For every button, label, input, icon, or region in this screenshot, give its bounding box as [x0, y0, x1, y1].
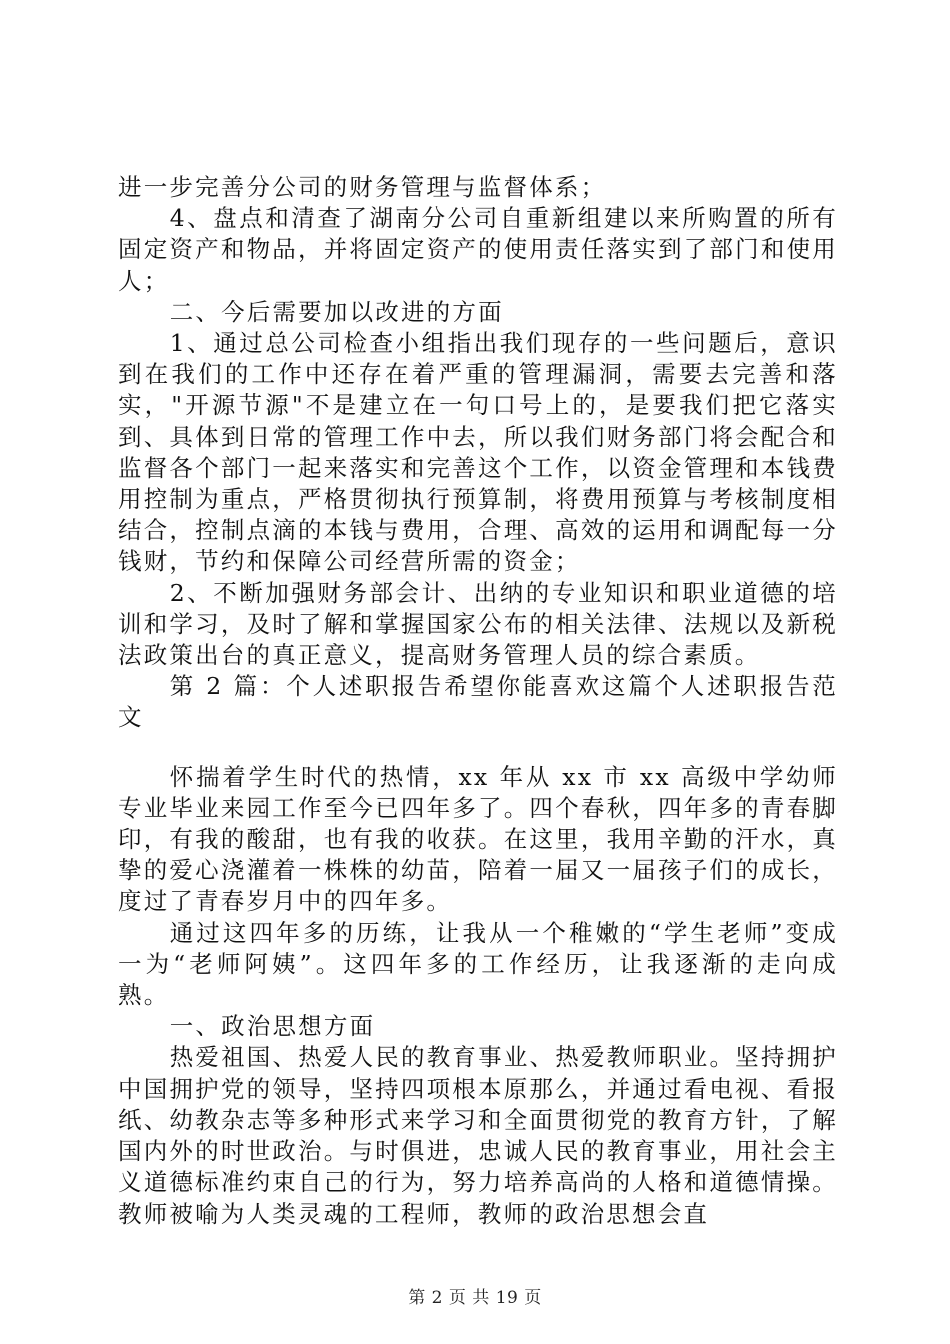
- paragraph: 4、盘点和清查了湖南分公司自重新组建以来所购置的所有固定资产和物品，并将固定资产的使用责任落实到了部门和使用人；: [118, 204, 838, 295]
- paragraph: 怀揣着学生时代的热情，xx 年从 xx 市 xx 高级中学幼师专业毕业来园工作至今已四年多了。四个春秋，四年多的青春脚印，有我的酸甜，也有我的收获。在这里，我用辛勤的汗水，真挚的爱心浇灌着一株株的幼苗，陪着一届又一届孩子们的成长，度过了青春岁月中的四年多。: [118, 762, 838, 916]
- paragraph: 通过这四年多的历练，让我从一个稚嫩的“学生老师”变成一为“老师阿姨”。这四年多的工作经历，让我逐渐的走向成熟。: [118, 918, 838, 1010]
- blank-line: [118, 734, 838, 762]
- paragraph: 热爱祖国、热爱人民的教育事业、热爱教师职业。坚持拥护中国拥护党的领导，坚持四项根本原那么，并通过看电视、看报纸、幼教杂志等多种形式来学习和全面贯彻党的教育方针，了解国内外的时世政治。与时俱进，忠诚人民的教育事业，用社会主义道德标准约束自己的行为，努力培养高尚的人格和道德情操。教师被喻为人类灵魂的工程师，教师的政治思想会直: [118, 1043, 838, 1228]
- page-footer: 第 2 页 共 19 页: [408, 1288, 542, 1308]
- section-heading: 一、政治思想方面: [169, 1012, 376, 1041]
- document-body: [118, 172, 838, 1230]
- paragraph: 2、不断加强财务部会计、出纳的专业知识和职业道德的培训和学习，及时了解和掌握国家公布的相关法律、法规以及新税法政策出台的真正意义，提高财务管理人员的综合素质。: [118, 578, 838, 670]
- article-title: 第 2 篇：个人述职报告希望你能喜欢这篇个人述职报告范文: [118, 672, 838, 732]
- paragraph: 进一步完善分公司的财务管理与监督体系；: [118, 173, 607, 201]
- paragraph: 1、通过总公司检查小组指出我们现存的一些问题后，意识到在我们的工作中还存在着严重的管理漏洞，需要去完善和落实，"开源节源"不是建立在一句口号上的，是要我们把它落实到、具体到日常的管理工作中去，所以我们财务部门将会配合和监督各个部门一起来落实和完善这个工作，以资金管理和本钱费用控制为重点，严格贯彻执行预算制，将费用预算与考核制度相结合，控制点滴的本钱与费用，合理、高效的运用和调配每一分钱财，节约和保障公司经营所需的资金；: [118, 329, 838, 576]
- section-heading: 二、今后需要加以改进的方面: [169, 297, 504, 326]
